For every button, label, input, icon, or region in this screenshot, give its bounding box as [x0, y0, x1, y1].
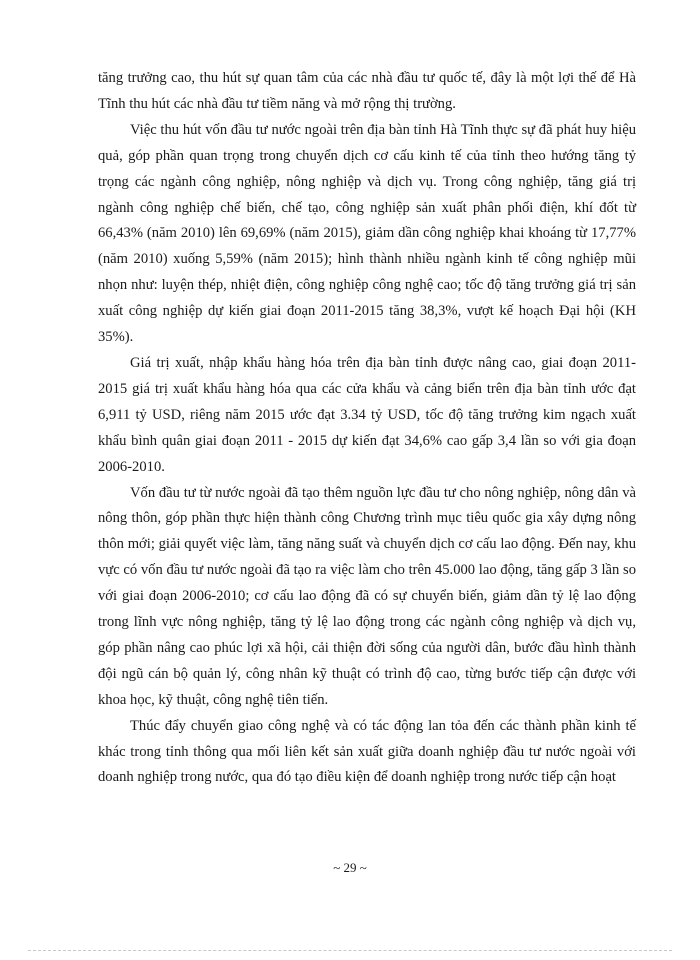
paragraph-technology-transfer: Thúc đẩy chuyển giao công nghệ và có tác động lan tỏa đến các thành phần kinh tế khác trong tỉnh thông qua mối liên kết sản xuất giữa doanh nghiệp đầu tư nước ngoài với doanh nghiệp trong nước, qua đó tạo điều kiện để doanh nghiệp trong nước tiếp cận hoạt [98, 717, 636, 786]
paragraph-agriculture-labor: Vốn đầu tư từ nước ngoài đã tạo thêm nguồn lực đầu tư cho nông nghiệp, nông dân và nông thôn, góp phần thực hiện thành công Chương trình mục tiêu quốc gia xây dựng nông thôn mới; giải quyết việc làm, tăng năng suất và chuyển dịch cơ cấu lao động. Đến nay, khu vực có vốn đầu tư nước ngoài đã tạo ra việc làm cho trên 45.000 lao động, tăng gấp 3 lần so với giai đoạn 2006-2010; cơ cấu lao động đã có sự chuyển biến, giảm dần tỷ lệ lao động trong lĩnh vực nông nghiệp, tăng tỷ lệ lao động trong các ngành công nghiệp và dịch vụ, góp phần nâng cao phúc lợi xã hội, cải thiện đời sống của người dân, bước đầu hình thành đội ngũ cán bộ quản lý, công nhân kỹ thuật có trình độ cao, từng bước tiếp cận được với khoa học, kỹ thuật, công nghệ tiên tiến. [98, 484, 636, 708]
paragraph-fdi-economic-structure: Việc thu hút vốn đầu tư nước ngoài trên địa bàn tỉnh Hà Tĩnh thực sự đã phát huy hiệu quả, góp phần quan trọng trong chuyển dịch cơ cấu kinh tế của tỉnh theo hướng tăng tỷ trọng các ngành công nghiệp, nông nghiệp và dịch vụ. Trong công nghiệp, tăng giá trị ngành công nghiệp chế biến, chế tạo, công nghiệp sản xuất phân phối điện, khí đốt từ 66,43% (năm 2010) lên 69,69% (năm 2015), giảm dần công nghiệp khai khoáng từ 17,77% (năm 2010) xuống 5,59% (năm 2015); hình thành nhiều ngành kinh tế công nghiệp mũi nhọn như: luyện thép, nhiệt điện, công nghiệp công nghệ cao; tốc độ tăng trưởng giá trị sản xuất công nghiệp dự kiến giai đoạn 2011-2015 tăng 38,3%, vượt kế hoạch Đại hội (KH 35%). [98, 121, 636, 346]
page-bottom-divider [28, 950, 672, 951]
paragraph-continuation: tăng trưởng cao, thu hút sự quan tâm của các nhà đầu tư quốc tế, đây là một lợi thế để Hà Tĩnh thu hút các nhà đầu tư tiềm năng và mở rộng thị trường. [98, 70, 636, 112]
page-number: ~ 29 ~ [333, 860, 367, 875]
paragraph-export-import: Giá trị xuất, nhập khẩu hàng hóa trên địa bàn tỉnh được nâng cao, giai đoạn 2011-2015 giá trị xuất khẩu hàng hóa qua các cửa khẩu và cảng biển trên địa bàn tỉnh ước đạt 6,911 tỷ USD, riêng năm 2015 ước đạt 3.34 tỷ USD, tốc độ tăng trưởng kim ngạch xuất khẩu bình quân giai đoạn 2011 - 2015 dự kiến đạt 34,6% cao gấp 3,4 lần so với gia đoạn 2006-2010. [98, 354, 636, 475]
body-text [98, 66, 636, 791]
